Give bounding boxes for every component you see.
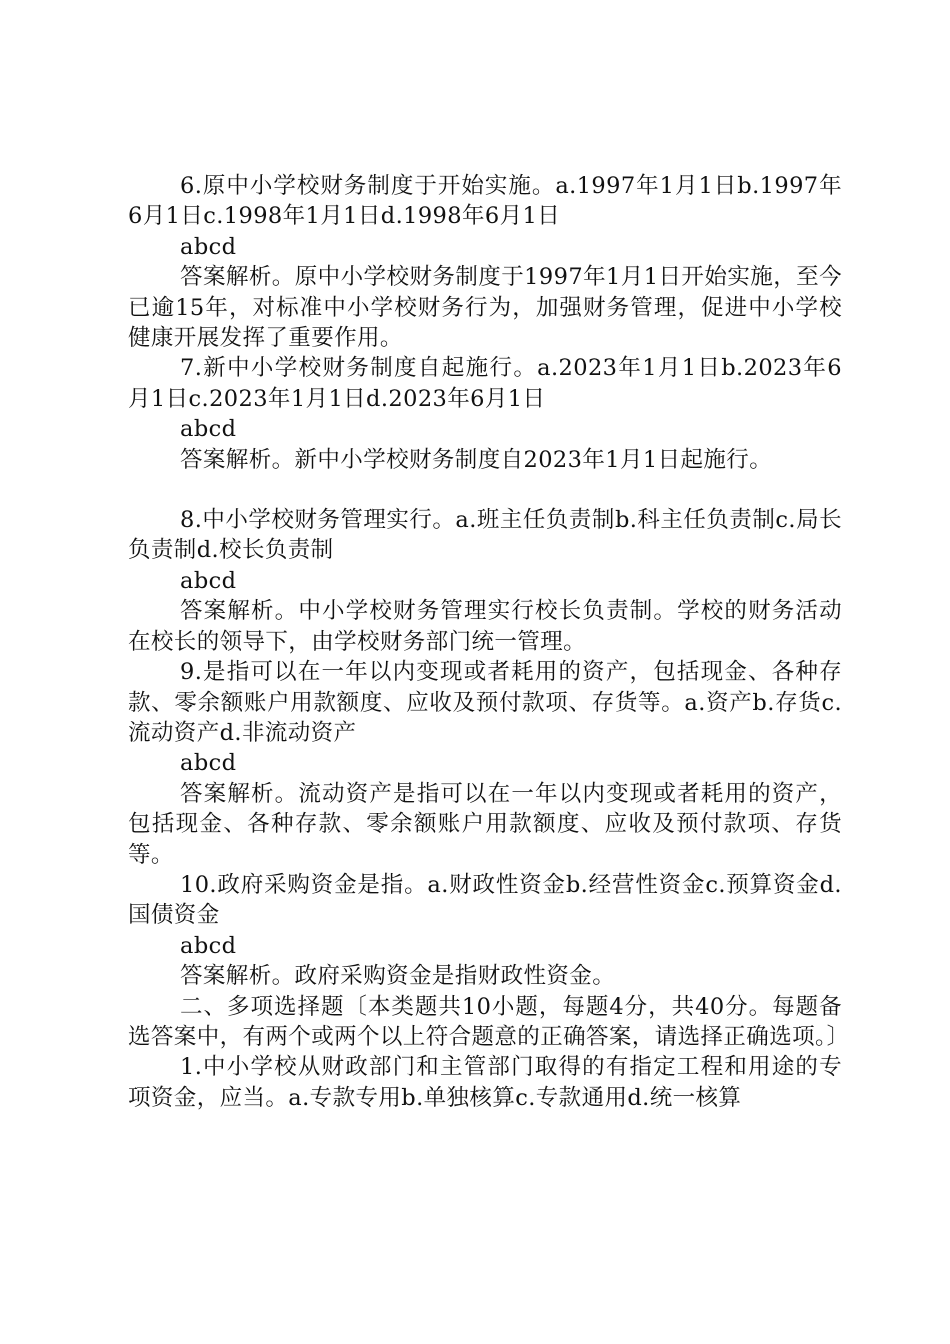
multi-question-1: 1.中小学校从财政部门和主管部门取得的有指定工程和用途的专项资金，应当。a.专款专用b.单独核算c.专款通用d.统一核算	[128, 1054, 842, 1111]
question-6: 6.原中小学校财务制度于开始实施。a.1997年1月1日b.1997年6月1日c.1998年1月1日d.1998年6月1日	[128, 173, 842, 230]
question-10-analysis: 答案解析。政府采购资金是指财政性资金。	[180, 963, 616, 990]
question-9: 9.是指可以在一年以内变现或者耗用的资产，包括现金、各种存款、零余额账户用款额度、应收及预付款项、存货等。a.资产b.存货c.流动资产d.非流动资产	[128, 659, 842, 746]
question-7: 7.新中小学校财务制度自起施行。a.2023年1月1日b.2023年6月1日c.2023年1月1日d.2023年6月1日	[128, 355, 842, 412]
question-8-options-line: abcd	[180, 567, 237, 594]
document-body	[128, 171, 850, 1113]
section-heading-multiple-choice: 二、多项选择题〔本类题共10小题，每题4分，共40分。每题备选答案中，有两个或两个以上符合题意的正确答案，请选择正确选项。〕	[128, 993, 850, 1050]
paragraph-spacer	[128, 475, 842, 505]
question-10-options-line: abcd	[180, 932, 237, 959]
question-6-options-line: abcd	[180, 233, 237, 260]
question-9-options-line: abcd	[180, 750, 237, 777]
question-7-analysis: 答案解析。新中小学校财务制度自2023年1月1日起施行。	[180, 446, 773, 473]
question-8: 8.中小学校财务管理实行。a.班主任负责制b.科主任负责制c.局长负责制d.校长负责制	[128, 507, 842, 564]
question-9-analysis: 答案解析。流动资产是指可以在一年以内变现或者耗用的资产，包括现金、各种存款、零余额账户用款额度、应收及预付款项、存货等。	[128, 780, 842, 868]
question-6-analysis: 答案解析。原中小学校财务制度于1997年1月1日开始实施，至今已逾15年，对标准中小学校财务行为，加强财务管理，促进中小学校健康开展发挥了重要作用。	[128, 264, 842, 352]
question-7-options-line: abcd	[180, 416, 237, 443]
question-8-analysis: 答案解析。中小学校财务管理实行校长负责制。学校的财务活动在校长的领导下，由学校财务部门统一管理。	[128, 598, 842, 655]
question-10: 10.政府采购资金是指。a.财政性资金b.经营性资金c.预算资金d.国债资金	[128, 871, 842, 929]
